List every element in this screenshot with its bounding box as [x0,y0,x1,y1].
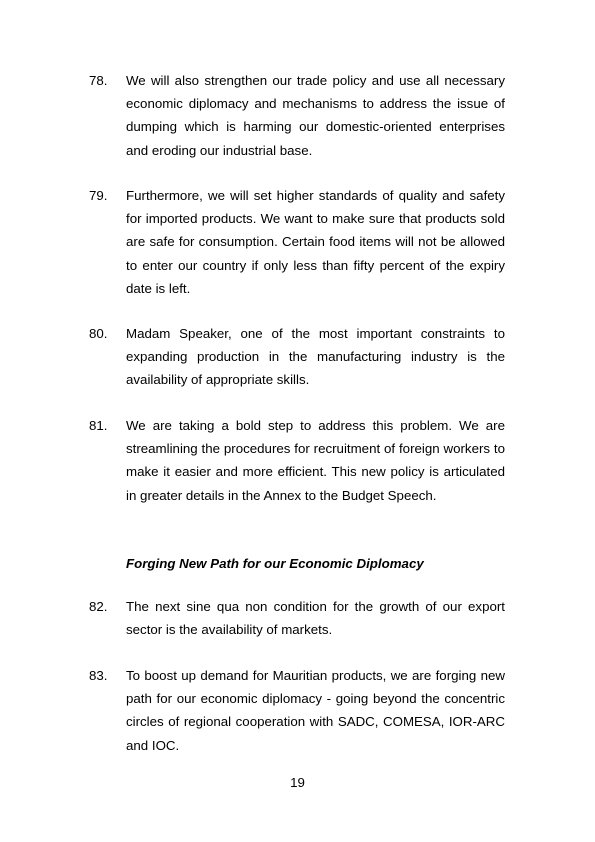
paragraph-number: 79. [89,188,108,203]
paragraph-number: 81. [89,418,108,433]
paragraph-text: We are taking a bold step to address this problem. We are streamlining the procedures for recruitment of foreign workers to make it easier and more efficient. This new policy is articulated in greater details in the Annex to the Budget Speech. [126,418,505,503]
paragraph-80 [89,322,505,392]
section-heading: Forging New Path for our Economic Diplomacy [126,556,424,571]
paragraph-text: We will also strengthen our trade policy and use all necessary economic diplomacy and mechanisms to address the issue of dumping which is harming our domestic-oriented enterprises and eroding our industrial base. [126,73,505,158]
paragraph-82 [89,595,505,641]
paragraph-83 [89,664,505,757]
paragraph-text: To boost up demand for Mauritian products, we are forging new path for our economic diplomacy - going beyond the concentric circles of regional cooperation with SADC, COMESA, IOR-ARC and IOC. [126,668,505,753]
paragraph-79 [89,184,505,300]
paragraph-78 [89,69,505,162]
paragraph-number: 78. [89,73,108,88]
paragraph-number: 83. [89,668,108,683]
paragraph-text: Furthermore, we will set higher standards of quality and safety for imported products. We want to make sure that products sold are safe for consumption. Certain food items will not be allowed to enter our country if only less than fifty percent of the expiry date is left. [126,188,505,296]
paragraph-text: Madam Speaker, one of the most important constraints to expanding production in the manufacturing industry is the availability of appropriate skills. [126,326,505,388]
page-number: 19 [290,775,305,790]
paragraph-number: 82. [89,599,108,614]
paragraph-81 [89,414,505,507]
paragraph-text: The next sine qua non condition for the growth of our export sector is the availability of markets. [126,599,505,638]
paragraph-number: 80. [89,326,108,341]
